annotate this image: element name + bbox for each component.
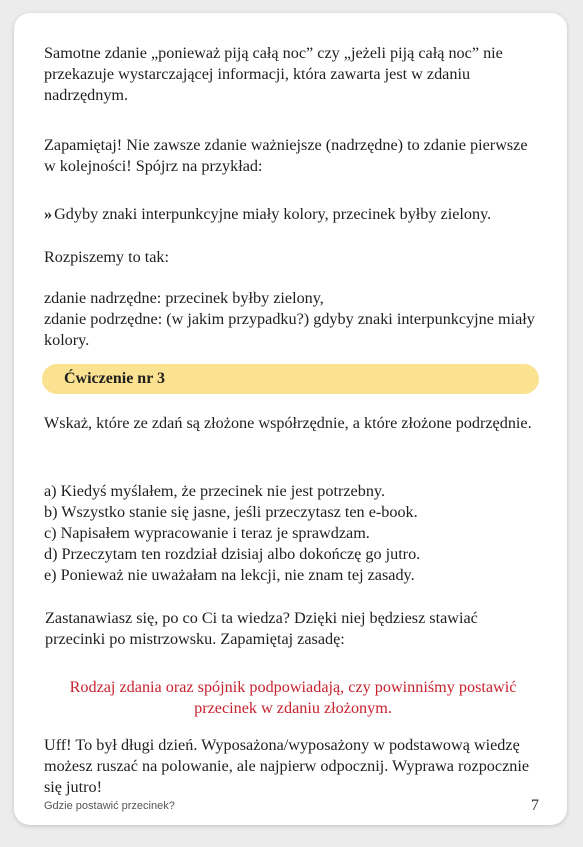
list-item: e) Ponieważ nie uważałam na lekcji, nie znam tej zasady. [44, 566, 415, 584]
page-number: 7 [531, 797, 539, 814]
footer-title: Gdzie postawić przecinek? [44, 800, 175, 812]
exercise-instruction: Wskaż, które ze zdań są złożone współrzędnie, a które złożone podrzędnie. [44, 414, 532, 432]
list-item: d) Przeczytam ten rozdział dzisiaj albo dokończę go jutro. [44, 545, 421, 563]
example-text: Gdyby znaki interpunkcyjne miały kolory, przecinek byłby zielony. [54, 205, 492, 223]
list-item: c) Napisałem wypracowanie i teraz je sprawdzam. [44, 524, 370, 542]
document-page [14, 13, 567, 825]
example-marker: » [44, 205, 53, 223]
paragraph-closing: Uff! To był długi dzień. Wyposażona/wyposażony w podstawową wiedzę możesz ruszać na polowanie, ale najpierw odpocznij. Wyprawa rozpocznie się jutro! [44, 736, 530, 796]
example-sentence [44, 204, 491, 225]
list-item: b) Wszystko stanie się jasne, jeśli przeczytasz ten e-book. [44, 503, 418, 521]
paragraph-remember: Zapamiętaj! Nie zawsze zdanie ważniejsze (nadrzędne) to zdanie pierwsze w kolejności! Spójrz na przykład: [44, 136, 528, 175]
list-item: a) Kiedyś myślałem, że przecinek nie jest potrzebny. [44, 482, 386, 500]
exercise-list [44, 481, 420, 586]
paragraph-breakdown [44, 288, 542, 351]
breakdown-subordinate-clause: zdanie podrzędne: (w jakim przypadku?) gdyby znaki interpunkcyjne miały kolory. [44, 310, 535, 349]
rule-highlight: Rodzaj zdania oraz spójnik podpowiadają, czy powinniśmy postawić przecinek w zdaniu złożonym. [69, 678, 517, 717]
exercise-title: Ćwiczenie nr 3 [64, 370, 166, 387]
paragraph-breakdown-intro: Rozpiszemy to tak: [44, 248, 169, 266]
breakdown-main-clause: zdanie nadrzędne: przecinek byłby zielony, [44, 289, 324, 307]
exercise-header [42, 364, 539, 394]
paragraph-why: Zastanawiasz się, po co Ci ta wiedza? Dzięki niej będziesz stawiać przecinki po mistrzowsku. Zapamiętaj zasadę: [45, 609, 478, 648]
paragraph-intro: Samotne zdanie „ponieważ piją całą noc” czy „jeżeli piją całą noc” nie przekazuje wystarczającej informacji, która zawarta jest w zdaniu nadrzędnym. [44, 44, 503, 104]
